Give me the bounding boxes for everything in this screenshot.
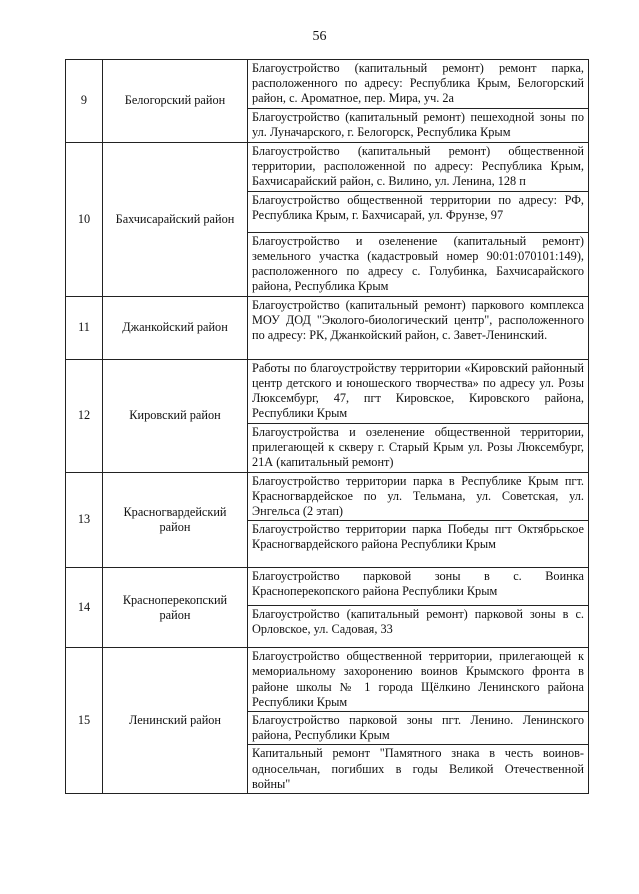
row-number: 10 bbox=[66, 143, 103, 297]
project-description: Благоустройство (капитальный ремонт) пешеходной зоны по ул. Луначарского, г. Белогорск, Республика Крым bbox=[248, 109, 589, 143]
district-name: Бахчисарайский район bbox=[103, 143, 248, 297]
table-row bbox=[66, 143, 589, 192]
row-number: 11 bbox=[66, 296, 103, 359]
district-name: Красноперекопский район bbox=[103, 568, 248, 648]
district-name: Красногвардейский район bbox=[103, 472, 248, 568]
row-number: 13 bbox=[66, 472, 103, 568]
project-description: Благоустройство территории парка в Республике Крым пгт. Красногвардейское по ул. Тельмана, ул. Советская, ул. Энгельса (2 этап) bbox=[248, 472, 589, 521]
row-number: 9 bbox=[66, 60, 103, 143]
projects-table bbox=[65, 59, 589, 794]
row-number: 12 bbox=[66, 359, 103, 472]
project-description: Благоустройство парковой зоны в с. Воинка Красноперекопского района Республики Крым bbox=[248, 568, 589, 606]
project-description: Капитальный ремонт "Памятного знака в честь воинов-односельчан, погибших в годы Великой Отечественной войны" bbox=[248, 745, 589, 794]
table-row bbox=[66, 472, 589, 521]
project-description: Работы по благоустройству территории «Кировский районный центр детского и юношеского творчества» по адресу ул. Розы Люксембург, 47, пгт Кировское, Кировского района, Республики Крым bbox=[248, 359, 589, 423]
district-name: Ленинский район bbox=[103, 648, 248, 794]
table-row bbox=[66, 568, 589, 606]
table-row bbox=[66, 648, 589, 712]
row-number: 14 bbox=[66, 568, 103, 648]
project-description: Благоустройство (капитальный ремонт) паркового комплекса МОУ ДОД "Эколого-биологический центр", расположенного по адресу: РК, Джанкойский район, с. Завет-Ленинский. bbox=[248, 296, 589, 359]
district-name: Белогорский район bbox=[103, 60, 248, 143]
project-description: Благоустройство общественной территории, прилегающей к мемориальному захоронению воинов Крымского фронта в районе школы № 1 города Щёлкино Ленинского района Республики Крым bbox=[248, 648, 589, 712]
table-row bbox=[66, 359, 589, 423]
district-name: Кировский район bbox=[103, 359, 248, 472]
table-row bbox=[66, 296, 589, 359]
project-description: Благоустройство и озеленение (капитальный ремонт) земельного участка (кадастровый номер 90:01:070101:149), расположенного по адресу с. Голубинка, Бахчисарайского района, Республика Крым bbox=[248, 232, 589, 296]
project-description: Благоустройство территории парка Победы пгт Октябрьское Красногвардейского района Республики Крым bbox=[248, 521, 589, 568]
row-number: 15 bbox=[66, 648, 103, 794]
project-description: Благоустройство (капитальный ремонт) парковой зоны в с. Орловское, ул. Садовая, 33 bbox=[248, 606, 589, 648]
project-description: Благоустройство общественной территории по адресу: РФ, Республика Крым, г. Бахчисарай, ул. Фрунзе, 97 bbox=[248, 191, 589, 232]
table-row bbox=[66, 60, 589, 109]
project-description: Благоустройство парковой зоны пгт. Ленино. Ленинского района, Республики Крым bbox=[248, 712, 589, 745]
project-description: Благоустройство (капитальный ремонт) ремонт парка, расположенного по адресу: Республика Крым, Белогорский район, с. Ароматное, пер. Мира, уч. 2а bbox=[248, 60, 589, 109]
district-name: Джанкойский район bbox=[103, 296, 248, 359]
page-number: 56 bbox=[312, 29, 327, 44]
project-description: Благоустройства и озеленение общественной территории, прилегающей к скверу г. Старый Крым ул. Розы Люксембург, 21А (капитальный ремонт) bbox=[248, 423, 589, 472]
project-description: Благоустройство (капитальный ремонт) общественной территории, расположенной по адресу: Республика Крым, Бахчисарайский район, с. Вилино, ул. Ленина, 128 п bbox=[248, 143, 589, 192]
